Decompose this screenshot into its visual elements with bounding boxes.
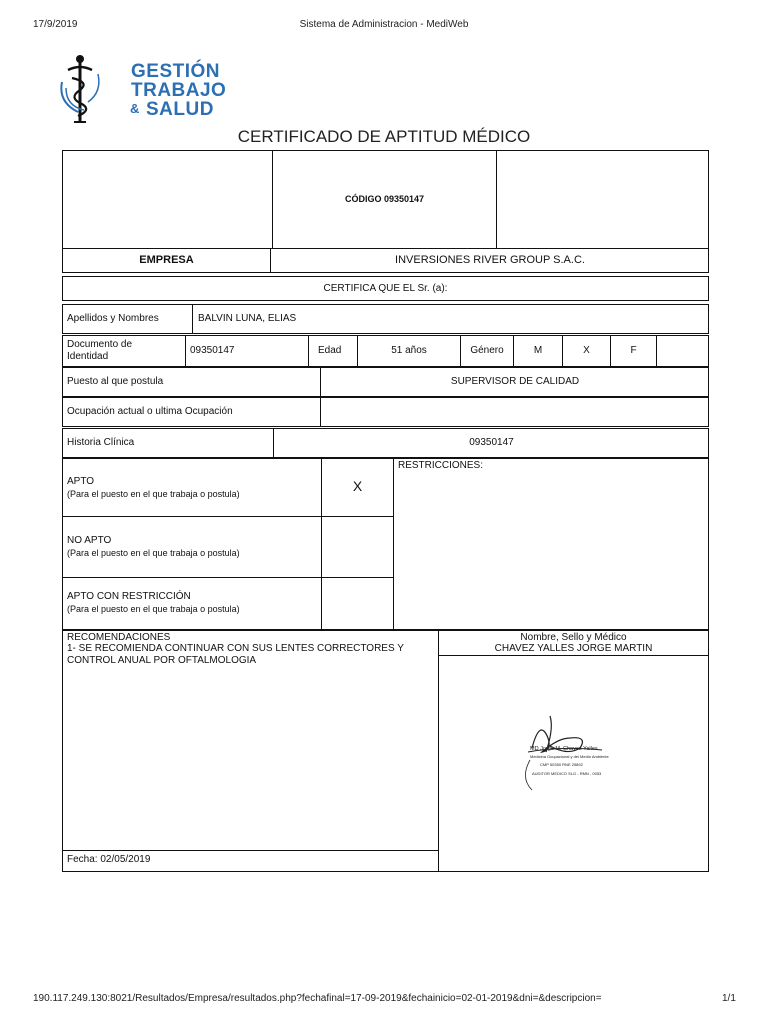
codigo-text: CÓDIGO 09350147 [344,194,425,204]
logo-ampersand: & [130,101,140,116]
logo-line-gestion: GESTIÓN [131,61,221,82]
logo-line-salud: SALUD [146,99,214,120]
restriccion-mark-cell [321,577,394,630]
restricciones-label: RESTRICCIONES: [398,460,484,471]
ocupacion-label: Ocupación actual o ultima Ocupación [67,406,233,417]
puesto-label: Puesto al que postula [67,376,164,387]
puesto-value: SUPERVISOR DE CALIDAD [450,376,580,387]
documento-value: 09350147 [190,345,235,356]
empresa-value: INVERSIONES RIVER GROUP S.A.C. [395,254,585,266]
genero-m: M [533,345,543,356]
noapto-sub: (Para el puesto en el que trabaja o postula) [67,548,240,558]
certifica-text: CERTIFICA QUE EL Sr. (a): [323,283,448,294]
logo-line-trabajo: TRABAJO [131,80,227,101]
recomendaciones-line-2: CONTROL ANUAL POR OFTALMOLOGIA [67,655,257,666]
recomendaciones-line-1: 1- SE RECOMIENDA CONTINUAR CON SUS LENTES CORRECTORES Y [67,643,404,654]
print-url: 190.117.249.130:8021/Resultados/Empresa/resultados.php?fechafinal=17-09-2019&fechainicio=02-01-2019&dni=&descripcion= [33,993,602,1004]
apto-mark: X [352,478,363,494]
print-page: 1/1 [722,993,736,1004]
genero-mark: X [583,345,590,356]
documento-label-1: Documento de [67,339,133,350]
genero-f: F [630,345,637,356]
historia-value: 09350147 [469,437,514,448]
empresa-label: EMPRESA [139,254,194,266]
stamp-line-2: Medicina Ocupacional y del Medio Ambiente [530,754,609,759]
edad-value: 51 años [391,345,427,356]
noapto-label: NO APTO [67,535,112,546]
noapto-mark-cell [321,516,394,578]
medico-name: CHAVEZ YALLES JORGE MARTIN [494,643,653,654]
document-title: CERTIFICADO DE APTITUD MÉDICO [237,127,531,146]
apto-sub: (Para el puesto en el que trabaja o postula) [67,489,240,499]
stamp-line-1: MD Jorge M. Chavez Yalles [530,746,598,752]
restricciones-cell [393,458,709,630]
signature-icon [510,708,620,798]
restriccion-label: APTO CON RESTRICCIÓN [67,591,191,602]
genero-label: Género [470,345,504,356]
nombres-label: Apellidos y Nombres [67,313,159,324]
historia-label: Historia Clínica [67,437,135,448]
apto-label: APTO [67,476,95,487]
edad-label: Edad [318,345,342,356]
fecha-text: Fecha: 02/05/2019 [67,854,151,865]
caduceus-logo-icon [58,52,128,126]
stamp-line-4: AUDITOR MEDICO SLG - RMN - 0053 [532,771,602,776]
medico-label: Nombre, Sello y Médico [520,632,627,643]
recomendaciones-label: RECOMENDACIONES [67,632,171,643]
documento-label-2: Identidad [67,351,109,362]
restriccion-sub: (Para el puesto en el que trabaja o postula) [67,604,240,614]
print-title: Sistema de Administracion - MediWeb [299,19,469,30]
print-date: 17/9/2019 [33,19,78,30]
nombres-value: BALVIN LUNA, ELIAS [198,313,297,324]
stamp-line-3: CMP 50350 RNE 25892 [540,762,583,767]
